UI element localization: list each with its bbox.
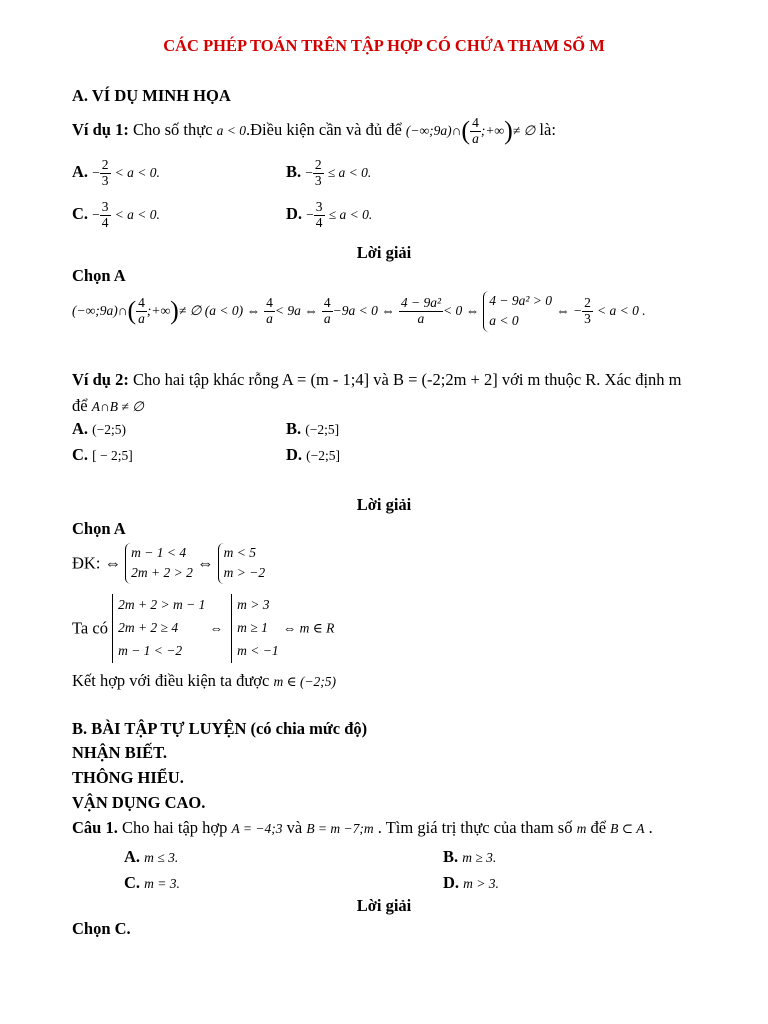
section-b-heading: B. BÀI TẬP TỰ LUYỆN (có chia mức độ) bbox=[72, 719, 368, 738]
example-1-text: Cho số thực bbox=[128, 120, 217, 140]
example-1-not-empty: ≠ ∅ bbox=[512, 123, 536, 139]
question-1-condition: B ⊂ A bbox=[610, 821, 645, 836]
example-1-interval-left: (−∞;9a)∩ bbox=[405, 123, 462, 139]
example-1-answer: Chọn A bbox=[72, 266, 126, 285]
example-1-prompt: Ví dụ 1: Cho số thực a < 0.Điều kiện cần và đủ để (−∞;9a)∩( $\frac{4}{a}$ ;+∞)≠ ∅ là: bbox=[72, 115, 556, 146]
question-1-solution-heading: Lời giải bbox=[356, 896, 412, 915]
example-2-conclusion: Kết hợp với điều kiện ta được m ∈ (−2;5) bbox=[72, 671, 337, 690]
example-2-prompt bbox=[72, 370, 682, 390]
example-1-option-d: D. − $\frac{3}{4}$ ≤ a < 0. bbox=[286, 199, 373, 230]
level-van-dung-cao: VẬN DỤNG CAO. bbox=[72, 793, 206, 812]
level-thong-hieu: THÔNG HIỂU. bbox=[72, 768, 184, 787]
example-2-option-b: B. (−2;5] bbox=[286, 419, 340, 438]
example-2-option-c: C. [ − 2;5] bbox=[72, 445, 133, 464]
example-1-fraction: $\frac{4}{a}$ bbox=[472, 115, 479, 146]
question-1-set-b: B = m −7;m bbox=[306, 821, 374, 836]
example-1-option-c: C. − $\frac{3}{4}$ < a < 0. bbox=[72, 199, 160, 230]
question-1-answer: Chọn C. bbox=[72, 919, 131, 938]
example-2-condition: A∩B ≠ ∅ bbox=[91, 399, 144, 414]
example-2-answer: Chọn A bbox=[72, 519, 126, 538]
question-1-prompt: Câu 1. Cho hai tập hợp A = −4;3 và B = m −7;m . Tìm giá trị thực của tham số m để B ⊂ A . bbox=[72, 818, 653, 837]
example-2-prompt-2: để A∩B ≠ ∅ bbox=[72, 396, 144, 415]
example-2-condition-line: ĐK: ⇔ m − 1 < 4 2m + 2 > 2 ⇔ m < 5 m > −2 bbox=[72, 543, 265, 584]
page-title: CÁC PHÉP TOÁN TRÊN TẬP HỢP CÓ CHỨA THAM SỐ M bbox=[163, 36, 605, 55]
question-1-option-c: C. m = 3. bbox=[124, 873, 180, 892]
question-1-option-d: D. m > 3. bbox=[443, 873, 499, 892]
question-1-option-b: B. m ≥ 3. bbox=[443, 847, 497, 866]
example-1-option-a: A. − $\frac{2}{3}$ < a < 0. bbox=[72, 157, 160, 188]
example-2-option-d: D. (−2;5] bbox=[286, 445, 341, 464]
example-2-text: Cho hai tập khác rỗng A = (m - 1;4] và B = (-2;2m + 2] với m thuộc R. Xác định m bbox=[128, 370, 682, 389]
example-1-label: Ví dụ 1: bbox=[72, 120, 129, 140]
example-1-solution-line: (−∞;9a)∩( $\frac{4}{a}$ ;+∞)≠ ∅ (a < 0) ⇔ $\frac{4}{a}$ < 9a ⇔ $\frac{4}{a}$ −9a < 0 ⇔ $\frac{\text{4 − 9a²}}{a}$ < 0 ⇔ 4 − 9a² > 0 a < 0 ⇔ − $\frac{2}{3}$ < a < 0 . bbox=[72, 291, 646, 332]
example-2-label: Ví dụ 2: bbox=[72, 370, 129, 389]
example-2-solution-heading: Lời giải bbox=[356, 495, 412, 514]
question-1-option-a: A. m ≤ 3. bbox=[124, 847, 179, 866]
example-1-condition: a < 0 bbox=[216, 123, 247, 139]
example-1-solution-heading: Lời giải bbox=[356, 243, 412, 262]
example-2-taco-line: Ta có 2m + 2 > m − 1 2m + 2 ≥ 4 m − 1 < −2 ⇔ m > 3 m ≥ 1 m < −1 ⇔ m ∈ R bbox=[72, 594, 334, 663]
section-a-heading: A. VÍ DỤ MINH HỌA bbox=[72, 86, 231, 105]
question-1-set-a: A = −4;3 bbox=[231, 821, 283, 836]
question-1-label: Câu 1. bbox=[72, 818, 118, 837]
example-2-option-a: A. (−2;5) bbox=[72, 419, 127, 438]
example-1-interval-right: ;+∞ bbox=[480, 123, 505, 139]
example-1-text-3: là: bbox=[535, 120, 556, 140]
example-1-text-2: .Điều kiện cần và đủ để bbox=[246, 120, 406, 140]
example-1-option-b: B. − $\frac{2}{3}$ ≤ a < 0. bbox=[286, 157, 372, 188]
level-nhan-biet: NHẬN BIẾT. bbox=[72, 743, 168, 762]
